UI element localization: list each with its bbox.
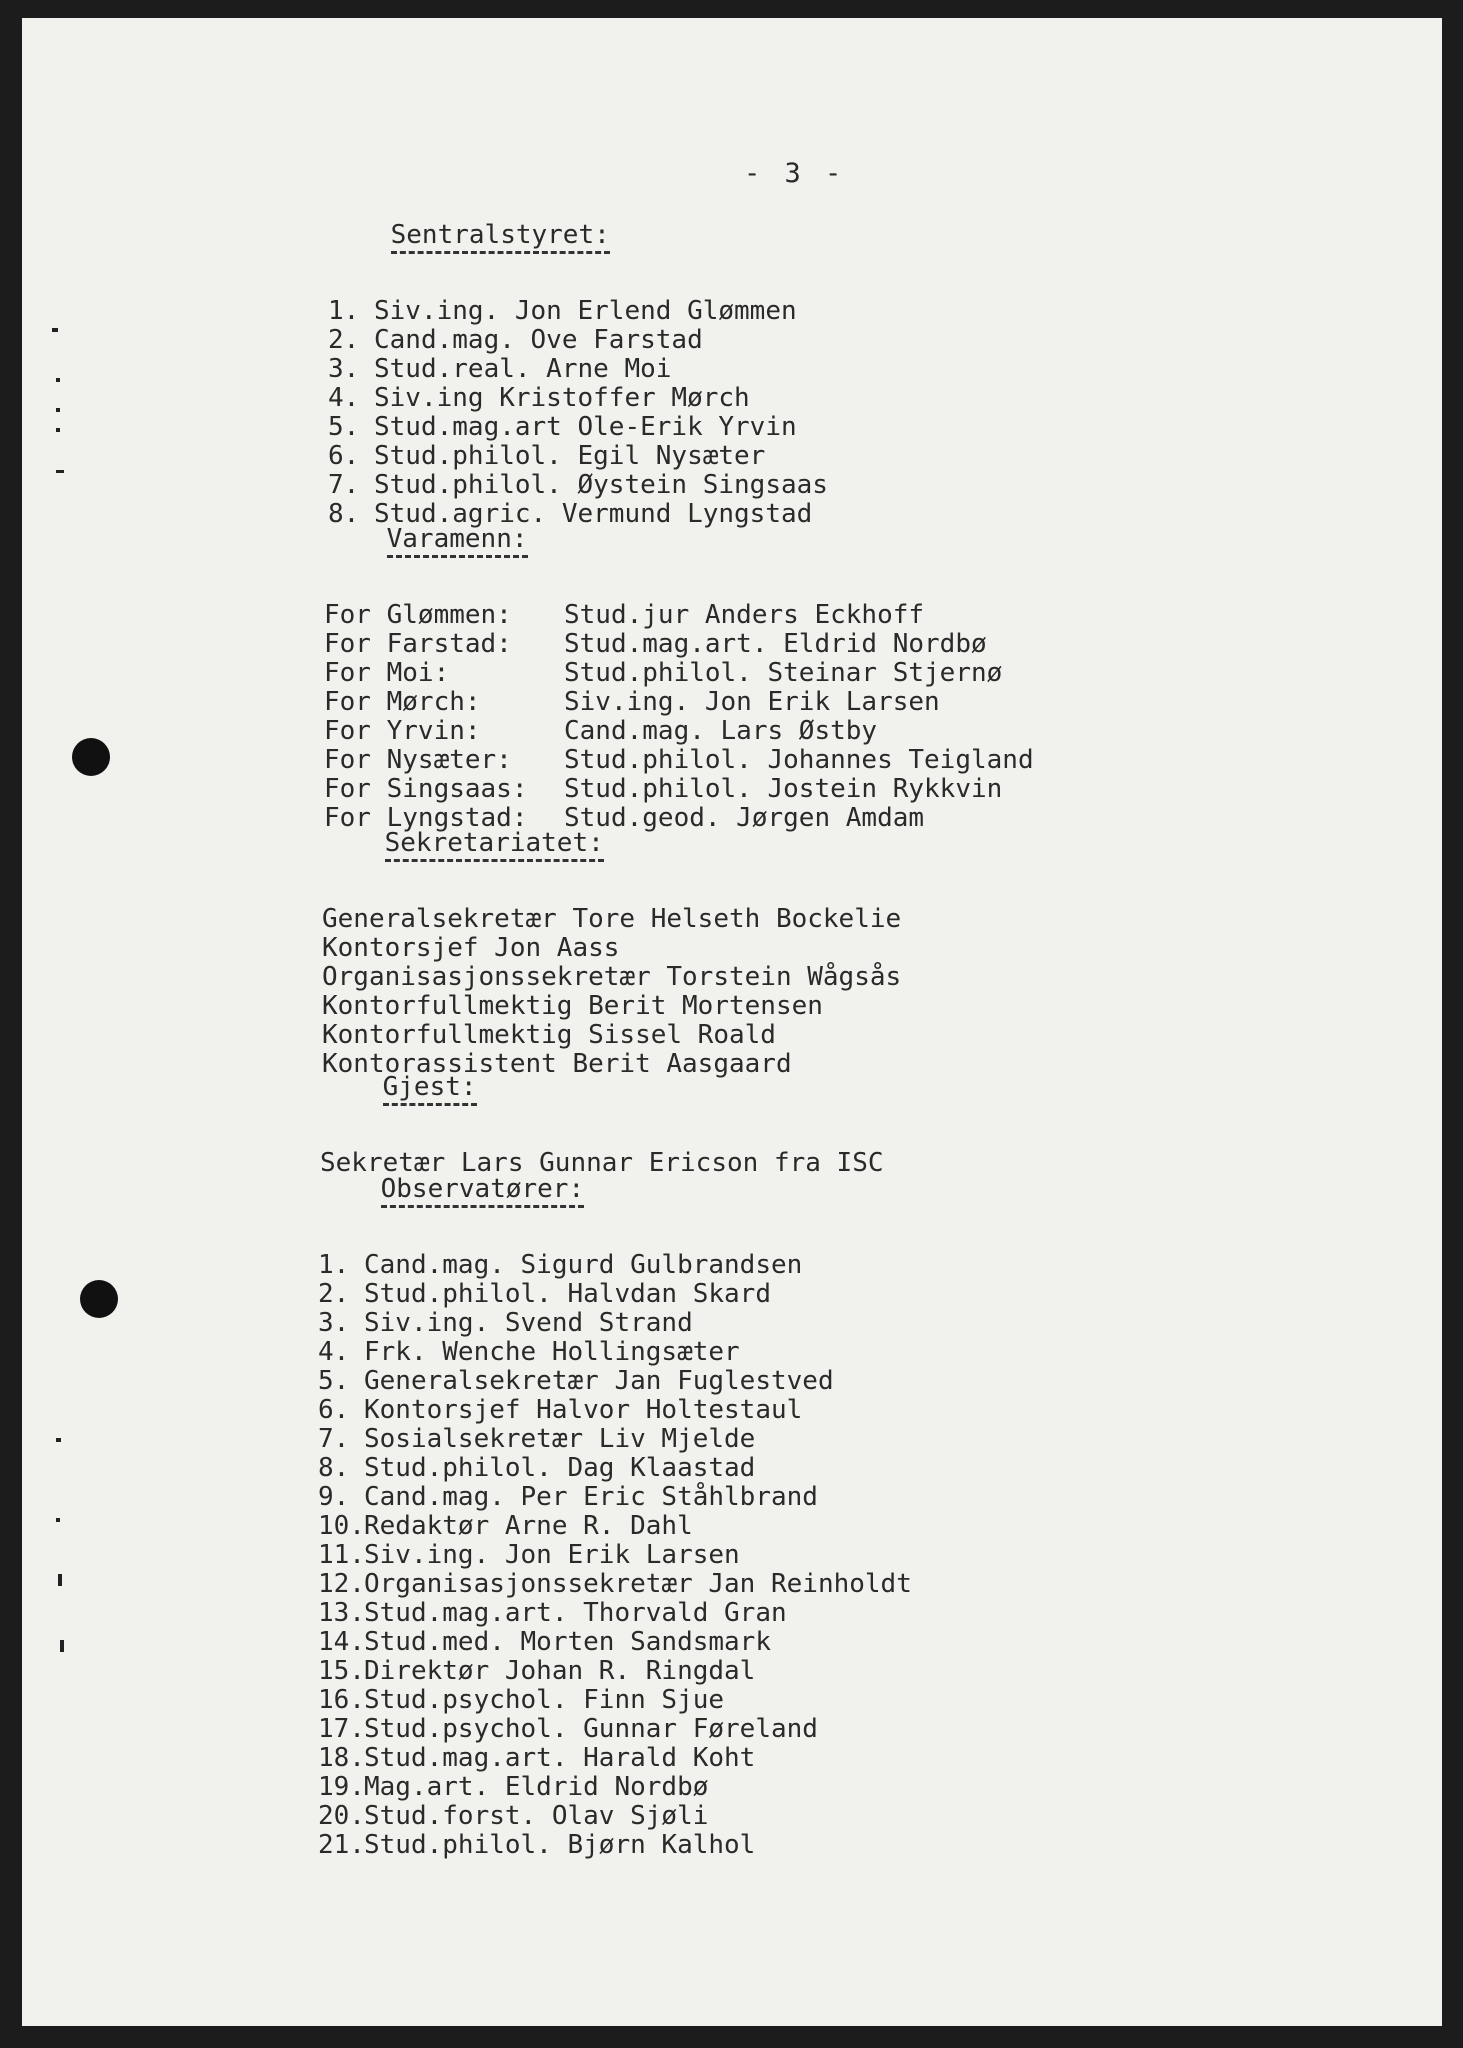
item-text: Generalsekretær Jan Fuglestved [364, 1366, 834, 1396]
list-item [318, 1802, 912, 1831]
item-number: 15. [318, 1656, 365, 1686]
margin-mark [52, 328, 58, 332]
substitute-for-label: For Mørch: [324, 687, 481, 717]
item-text: Siv.ing. Jon Erlend Glømmen [374, 296, 797, 326]
item-text: Siv.ing Kristoffer Mørch [374, 383, 750, 413]
item-number: 7. [318, 1424, 350, 1454]
list-item [318, 1744, 912, 1773]
list-item: Kontorsjef Jon Aass [322, 933, 620, 963]
item-text: Stud.philol. Øystein Singsaas [374, 470, 828, 500]
item-text: Siv.ing. Jon Erik Larsen [364, 1540, 740, 1570]
list-item: Kontorfullmektig Berit Mortensen [322, 991, 823, 1021]
item-number: 21. [318, 1830, 365, 1860]
observatorer-heading: Observatører: [381, 1175, 585, 1208]
list-item [318, 1483, 912, 1512]
item-number: 1. [328, 296, 360, 326]
list-item [328, 384, 828, 413]
list-item [328, 413, 828, 442]
page-number: - 3 - [744, 158, 846, 189]
margin-mark [58, 1574, 62, 1586]
item-number: 2. [328, 325, 360, 355]
list-item [318, 1773, 912, 1802]
item-number: 6. [318, 1395, 350, 1425]
item-number: 19. [318, 1772, 365, 1802]
list-item [318, 1367, 912, 1396]
item-text: Stud.psychol. Finn Sjue [364, 1685, 725, 1715]
varamenn-list [324, 601, 1034, 833]
list-item [324, 630, 1034, 659]
item-text: Stud.agric. Vermund Lyngstad [374, 499, 813, 529]
item-text: Siv.ing. Svend Strand [364, 1308, 693, 1338]
margin-mark [56, 408, 60, 412]
item-text: Frk. Wenche Hollingsæter [364, 1337, 740, 1367]
sentralstyret-list [328, 297, 828, 529]
item-text: Stud.real. Arne Moi [374, 354, 672, 384]
list-item [318, 1396, 912, 1425]
item-number: 4. [328, 383, 360, 413]
substitute-for-label: For Lyngstad: [324, 803, 528, 833]
item-number: 17. [318, 1714, 365, 1744]
margin-mark [56, 470, 64, 473]
list-item [328, 297, 828, 326]
item-text: Stud.mag.art Ole-Erik Yrvin [374, 412, 797, 442]
substitute-for-label: For Farstad: [324, 629, 512, 659]
item-text: Organisasjonssekretær Jan Reinholdt [364, 1569, 912, 1599]
sentralstyret-heading: Sentralstyret: [391, 221, 610, 254]
margin-mark [60, 1640, 64, 1652]
substitute-name: Stud.philol. Johannes Teigland [564, 745, 1034, 775]
punch-hole [72, 738, 110, 776]
list-item [318, 1570, 912, 1599]
list-item [318, 1338, 912, 1367]
substitute-for-label: For Yrvin: [324, 716, 481, 746]
item-number: 16. [318, 1685, 365, 1715]
substitute-name: Stud.geod. Jørgen Amdam [564, 803, 925, 833]
list-item: Kontorfullmektig Sissel Roald [322, 1020, 776, 1050]
item-number: 7. [328, 470, 360, 500]
item-number: 18. [318, 1743, 365, 1773]
item-text: Redaktør Arne R. Dahl [364, 1511, 693, 1541]
item-number: 20. [318, 1801, 365, 1831]
list-item: Generalsekretær Tore Helseth Bockelie [322, 904, 902, 934]
item-number: 5. [318, 1366, 350, 1396]
list-item [318, 1599, 912, 1628]
list-item [328, 326, 828, 355]
margin-mark [56, 428, 60, 432]
list-item [318, 1251, 912, 1280]
substitute-for-label: For Glømmen: [324, 600, 512, 630]
list-item [318, 1715, 912, 1744]
item-text: Sosialsekretær Liv Mjelde [364, 1424, 756, 1454]
item-number: 4. [318, 1337, 350, 1367]
item-number: 8. [318, 1453, 350, 1483]
item-number: 3. [318, 1308, 350, 1338]
list-item: Sekretær Lars Gunnar Ericson fra ISC [320, 1148, 884, 1178]
margin-mark [56, 1518, 60, 1522]
list-item [318, 1280, 912, 1309]
document-page [22, 18, 1442, 2026]
item-text: Mag.art. Eldrid Nordbø [364, 1772, 709, 1802]
gjest-heading: Gjest: [383, 1073, 477, 1106]
list-item [318, 1628, 912, 1657]
item-text: Stud.psychol. Gunnar Føreland [364, 1714, 818, 1744]
varamenn-heading: Varamenn: [387, 525, 528, 558]
substitute-name: Stud.mag.art. Eldrid Nordbø [564, 629, 987, 659]
substitute-name: Siv.ing. Jon Erik Larsen [564, 687, 940, 717]
list-item [328, 442, 828, 471]
item-number: 13. [318, 1598, 365, 1628]
substitute-name: Stud.jur Anders Eckhoff [564, 600, 925, 630]
item-number: 10. [318, 1511, 365, 1541]
item-text: Cand.mag. Ove Farstad [374, 325, 703, 355]
item-text: Stud.mag.art. Thorvald Gran [364, 1598, 787, 1628]
item-number: 3. [328, 354, 360, 384]
item-text: Cand.mag. Sigurd Gulbrandsen [364, 1250, 803, 1280]
item-number: 9. [318, 1482, 350, 1512]
list-item [324, 746, 1034, 775]
observatorer-section [318, 1146, 912, 1918]
item-number: 6. [328, 441, 360, 471]
list-item [318, 1454, 912, 1483]
list-item: Kontorassistent Berit Aasgaard [322, 1049, 792, 1079]
item-number: 14. [318, 1627, 365, 1657]
list-item [324, 601, 1034, 630]
item-text: Stud.philol. Dag Klaastad [364, 1453, 756, 1483]
substitute-for-label: For Nysæter: [324, 745, 512, 775]
item-number: 11. [318, 1540, 365, 1570]
punch-hole [80, 1280, 118, 1318]
sekretariatet-heading: Sekretariatet: [385, 829, 604, 862]
item-number: 8. [328, 499, 360, 529]
item-text: Stud.philol. Halvdan Skard [364, 1279, 771, 1309]
list-item [324, 717, 1034, 746]
list-item [318, 1541, 912, 1570]
item-number: 5. [328, 412, 360, 442]
list-item [328, 355, 828, 384]
item-number: 12. [318, 1569, 365, 1599]
item-text: Stud.philol. Egil Nysæter [374, 441, 766, 471]
list-item [324, 688, 1034, 717]
substitute-name: Stud.philol. Jostein Rykkvin [564, 774, 1003, 804]
item-text: Kontorsjef Halvor Holtestaul [364, 1395, 803, 1425]
item-text: Cand.mag. Per Eric Ståhlbrand [364, 1482, 818, 1512]
list-item [318, 1657, 912, 1686]
list-item [318, 1831, 912, 1860]
item-text: Stud.mag.art. Harald Koht [364, 1743, 756, 1773]
margin-mark [56, 378, 60, 382]
item-text: Stud.forst. Olav Sjøli [364, 1801, 709, 1831]
substitute-for-label: For Singsaas: [324, 774, 528, 804]
item-text: Stud.philol. Bjørn Kalhol [364, 1830, 756, 1860]
list-item [318, 1425, 912, 1454]
substitute-for-label: For Moi: [324, 658, 450, 688]
observatorer-list [318, 1251, 912, 1860]
list-item [318, 1512, 912, 1541]
item-text: Direktør Johan R. Ringdal [364, 1656, 756, 1686]
list-item [324, 659, 1034, 688]
substitute-name: Stud.philol. Steinar Stjernø [564, 658, 1003, 688]
item-text: Stud.med. Morten Sandsmark [364, 1627, 771, 1657]
list-item [318, 1309, 912, 1338]
list-item: Organisasjonssekretær Torstein Wågsås [322, 962, 902, 992]
margin-mark [56, 1438, 61, 1442]
list-item [318, 1686, 912, 1715]
item-number: 2. [318, 1279, 350, 1309]
item-number: 1. [318, 1250, 350, 1280]
substitute-name: Cand.mag. Lars Østby [564, 716, 878, 746]
